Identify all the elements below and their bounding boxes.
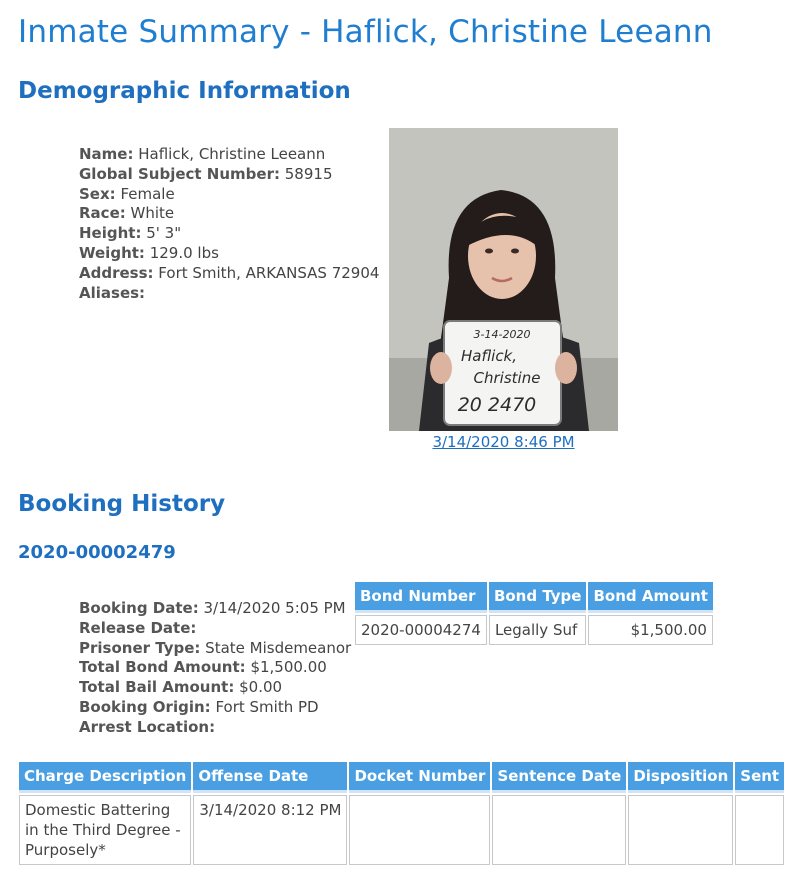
field-value: 3/14/2020 5:05 PM bbox=[203, 599, 346, 617]
offense-date-cell: 3/14/2020 8:12 PM bbox=[193, 795, 347, 865]
bond-header-row bbox=[355, 582, 713, 613]
mugshot-photo[interactable] bbox=[389, 128, 618, 431]
field-label: Name: bbox=[79, 145, 134, 163]
field-value: Fort Smith PD bbox=[215, 697, 319, 716]
field-label: Global Subject Number: bbox=[79, 164, 280, 183]
field-booking-date bbox=[79, 599, 351, 619]
field-label: Race: bbox=[79, 204, 126, 223]
column-header[interactable]: Bond Amount bbox=[588, 582, 712, 613]
column-header[interactable]: Sentence Date bbox=[492, 762, 626, 793]
field-label: Prisoner Type: bbox=[79, 638, 201, 657]
field-label: Booking Origin: bbox=[79, 697, 211, 716]
column-header[interactable]: Bond Type bbox=[489, 582, 587, 613]
table-row bbox=[355, 615, 713, 645]
docket-number-cell bbox=[349, 795, 490, 865]
field-label: Booking Date: bbox=[79, 599, 199, 617]
disposition-cell bbox=[628, 795, 733, 865]
field-value: Fort Smith, ARKANSAS 72904 bbox=[158, 263, 380, 282]
field-label: Sex: bbox=[79, 184, 116, 203]
field-race bbox=[79, 204, 379, 224]
table-row bbox=[19, 795, 784, 865]
field-label: Release Date: bbox=[79, 618, 197, 637]
field-release-date bbox=[79, 619, 351, 639]
page-title: Inmate Summary - Haflick, Christine Leeann bbox=[18, 14, 713, 50]
column-header[interactable]: Charge Description bbox=[19, 762, 191, 793]
field-aliases bbox=[79, 284, 379, 304]
charge-header-row bbox=[19, 762, 784, 793]
field-label: Arrest Location: bbox=[79, 717, 216, 736]
field-prisoner-type bbox=[79, 639, 351, 659]
field-label: Height: bbox=[79, 224, 142, 243]
field-booking-origin bbox=[79, 698, 351, 718]
field-sex bbox=[79, 185, 379, 205]
field-arrest-location bbox=[79, 718, 351, 738]
field-height bbox=[79, 224, 379, 244]
column-header[interactable]: Offense Date bbox=[193, 762, 347, 793]
booking-history-heading: Booking History bbox=[18, 491, 226, 517]
sentence-date-cell bbox=[492, 795, 626, 865]
field-value: $1,500.00 bbox=[250, 658, 327, 677]
column-header[interactable]: Sent bbox=[735, 762, 784, 793]
field-label: Weight: bbox=[79, 243, 145, 262]
field-value: Haflick, Christine Leeann bbox=[138, 145, 326, 163]
board-line: 3-14-2020 bbox=[473, 328, 531, 341]
bond-amount-cell: $1,500.00 bbox=[588, 615, 712, 645]
photo-date-link[interactable]: 3/14/2020 8:46 PM bbox=[432, 433, 575, 451]
field-value: 58915 bbox=[284, 164, 333, 183]
column-header[interactable]: Docket Number bbox=[349, 762, 490, 793]
field-total-bond-amount bbox=[79, 658, 351, 678]
field-label: Total Bail Amount: bbox=[79, 678, 235, 697]
field-value: State Misdemeanor bbox=[205, 638, 352, 657]
field-label: Total Bond Amount: bbox=[79, 658, 246, 677]
charge-table bbox=[17, 760, 786, 867]
mugshot-illustration bbox=[389, 128, 618, 431]
booking-number: 2020-00002479 bbox=[18, 542, 176, 563]
field-value: Female bbox=[120, 184, 175, 203]
bond-table bbox=[353, 580, 715, 647]
field-global-subject-number bbox=[79, 165, 379, 185]
field-value: White bbox=[130, 204, 175, 223]
sentence-cell bbox=[735, 795, 784, 865]
field-name bbox=[79, 145, 379, 165]
board-line: Haflick, bbox=[460, 347, 518, 365]
demographic-heading: Demographic Information bbox=[18, 78, 351, 104]
field-value: 129.0 lbs bbox=[149, 243, 219, 262]
demographic-fields bbox=[79, 145, 379, 303]
field-label: Address: bbox=[79, 263, 154, 282]
field-value: 5' 3" bbox=[146, 224, 182, 243]
bond-type-cell: Legally Suf bbox=[489, 615, 587, 645]
field-total-bail-amount bbox=[79, 678, 351, 698]
field-value: $0.00 bbox=[239, 678, 283, 697]
bond-number-cell: 2020-00004274 bbox=[355, 615, 487, 645]
column-header[interactable]: Disposition bbox=[628, 762, 733, 793]
board-line: 20 2470 bbox=[457, 394, 537, 416]
booking-fields bbox=[79, 599, 351, 738]
board-line: Christine bbox=[473, 369, 541, 387]
charge-description-cell: Domestic Battering in the Third Degree - Purposely* bbox=[19, 795, 191, 865]
field-weight bbox=[79, 244, 379, 264]
field-label: Aliases: bbox=[79, 283, 146, 302]
column-header[interactable]: Bond Number bbox=[355, 582, 487, 613]
field-address bbox=[79, 264, 379, 284]
